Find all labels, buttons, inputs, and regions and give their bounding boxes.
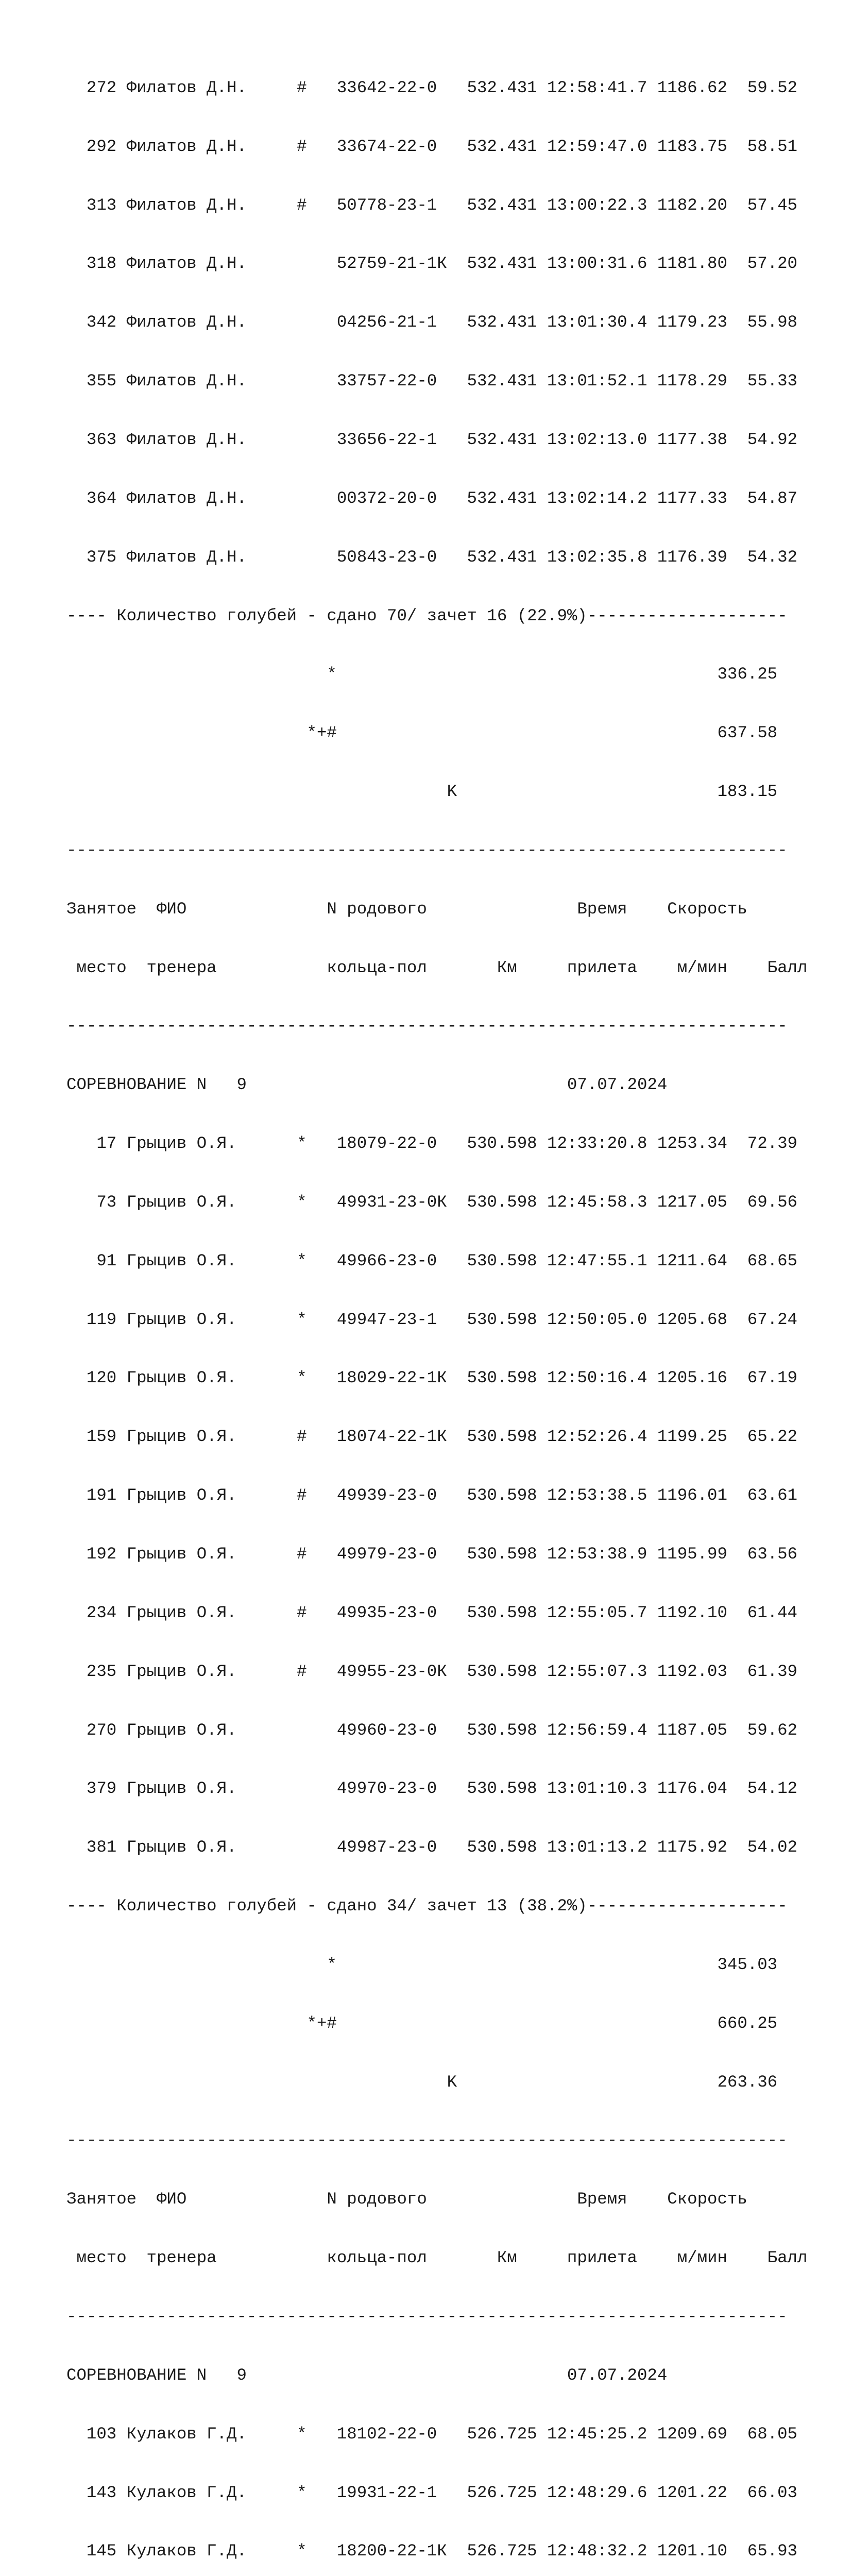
competition-heading: СОРЕВНОВАНИЕ N 9 07.07.2024: [66, 1075, 668, 1095]
result-row: 355 Филатов Д.Н. 33757-22-0 532.431 13:01:52.1 1178.29 55.33: [66, 371, 797, 391]
separator-line: ------------------------------------------------------------------------: [66, 840, 788, 860]
result-row: 17 Грыцив О.Я. * 18079-22-0 530.598 12:33:20.8 1253.34 72.39: [66, 1134, 797, 1154]
column-header-line-1: Занятое ФИО N родового Время Скорость: [66, 899, 747, 919]
summary-k-total: K 183.15: [66, 782, 778, 802]
summary-star-plus-hash-total: *+# 637.58: [66, 723, 778, 743]
result-row: 313 Филатов Д.Н. # 50778-23-1 532.431 13:00:22.3 1182.20 57.45: [66, 195, 797, 215]
column-header-line-2: место тренера кольца-пол Км прилета м/мин Балл: [66, 2248, 808, 2268]
result-row: 318 Филатов Д.Н. 52759-21-1К 532.431 13:00:31.6 1181.80 57.20: [66, 254, 797, 274]
summary-k-total: K 263.36: [66, 2072, 778, 2092]
summary-count-line: ---- Количество голубей - сдано 34/ зачет 13 (38.2%)--------------------: [66, 1896, 788, 1916]
separator-line: ------------------------------------------------------------------------: [66, 2307, 788, 2326]
competition-heading: СОРЕВНОВАНИЕ N 9 07.07.2024: [66, 2365, 668, 2385]
result-row: 103 Кулаков Г.Д. * 18102-22-0 526.725 12:45:25.2 1209.69 68.05: [66, 2424, 797, 2444]
results-printout: [66, 39, 807, 2576]
result-row: 234 Грыцив О.Я. # 49935-23-0 530.598 12:55:05.7 1192.10 61.44: [66, 1603, 797, 1622]
result-row: 91 Грыцив О.Я. * 49966-23-0 530.598 12:47:55.1 1211.64 68.65: [66, 1251, 797, 1270]
result-row: 270 Грыцив О.Я. 49960-23-0 530.598 12:56:59.4 1187.05 59.62: [66, 1720, 797, 1740]
result-row: 364 Филатов Д.Н. 00372-20-0 532.431 13:02:14.2 1177.33 54.87: [66, 488, 797, 508]
result-row: 379 Грыцив О.Я. 49970-23-0 530.598 13:01:10.3 1176.04 54.12: [66, 1779, 797, 1799]
result-row: 143 Кулаков Г.Д. * 19931-22-1 526.725 12:48:29.6 1201.22 66.03: [66, 2483, 797, 2502]
result-row: 159 Грыцив О.Я. # 18074-22-1К 530.598 12:52:26.4 1199.25 65.22: [66, 1427, 797, 1447]
result-row: 292 Филатов Д.Н. # 33674-22-0 532.431 12:59:47.0 1183.75 58.51: [66, 137, 797, 156]
result-row: 119 Грыцив О.Я. * 49947-23-1 530.598 12:50:05.0 1205.68 67.24: [66, 1310, 797, 1329]
result-row: 363 Филатов Д.Н. 33656-22-1 532.431 13:02:13.0 1177.38 54.92: [66, 430, 797, 449]
summary-star-total: * 336.25: [66, 665, 778, 684]
result-row: 235 Грыцив О.Я. # 49955-23-0К 530.598 12:55:07.3 1192.03 61.39: [66, 1662, 797, 1681]
result-row: 145 Кулаков Г.Д. * 18200-22-1К 526.725 12:48:32.2 1201.10 65.93: [66, 2541, 797, 2561]
column-header-line-1: Занятое ФИО N родового Время Скорость: [66, 2190, 747, 2209]
result-row: 342 Филатов Д.Н. 04256-21-1 532.431 13:01:30.4 1179.23 55.98: [66, 313, 797, 332]
separator-line: ------------------------------------------------------------------------: [66, 1016, 788, 1036]
summary-star-total: * 345.03: [66, 1955, 778, 1974]
summary-count-line: ---- Количество голубей - сдано 70/ зачет 16 (22.9%)--------------------: [66, 606, 788, 625]
result-row: 191 Грыцив О.Я. # 49939-23-0 530.598 12:53:38.5 1196.01 63.61: [66, 1486, 797, 1505]
separator-line: ------------------------------------------------------------------------: [66, 2131, 788, 2150]
result-row: 375 Филатов Д.Н. 50843-23-0 532.431 13:02:35.8 1176.39 54.32: [66, 547, 797, 567]
result-row: 120 Грыцив О.Я. * 18029-22-1К 530.598 12:50:16.4 1205.16 67.19: [66, 1368, 797, 1388]
result-row: 73 Грыцив О.Я. * 49931-23-0К 530.598 12:45:58.3 1217.05 69.56: [66, 1192, 797, 1212]
result-row: 381 Грыцив О.Я. 49987-23-0 530.598 13:01:13.2 1175.92 54.02: [66, 1838, 797, 1857]
result-row: 272 Филатов Д.Н. # 33642-22-0 532.431 12:58:41.7 1186.62 59.52: [66, 78, 797, 97]
summary-star-plus-hash-total: *+# 660.25: [66, 2013, 778, 2033]
result-row: 192 Грыцив О.Я. # 49979-23-0 530.598 12:53:38.9 1195.99 63.56: [66, 1545, 797, 1564]
column-header-line-2: место тренера кольца-пол Км прилета м/мин Балл: [66, 958, 808, 977]
